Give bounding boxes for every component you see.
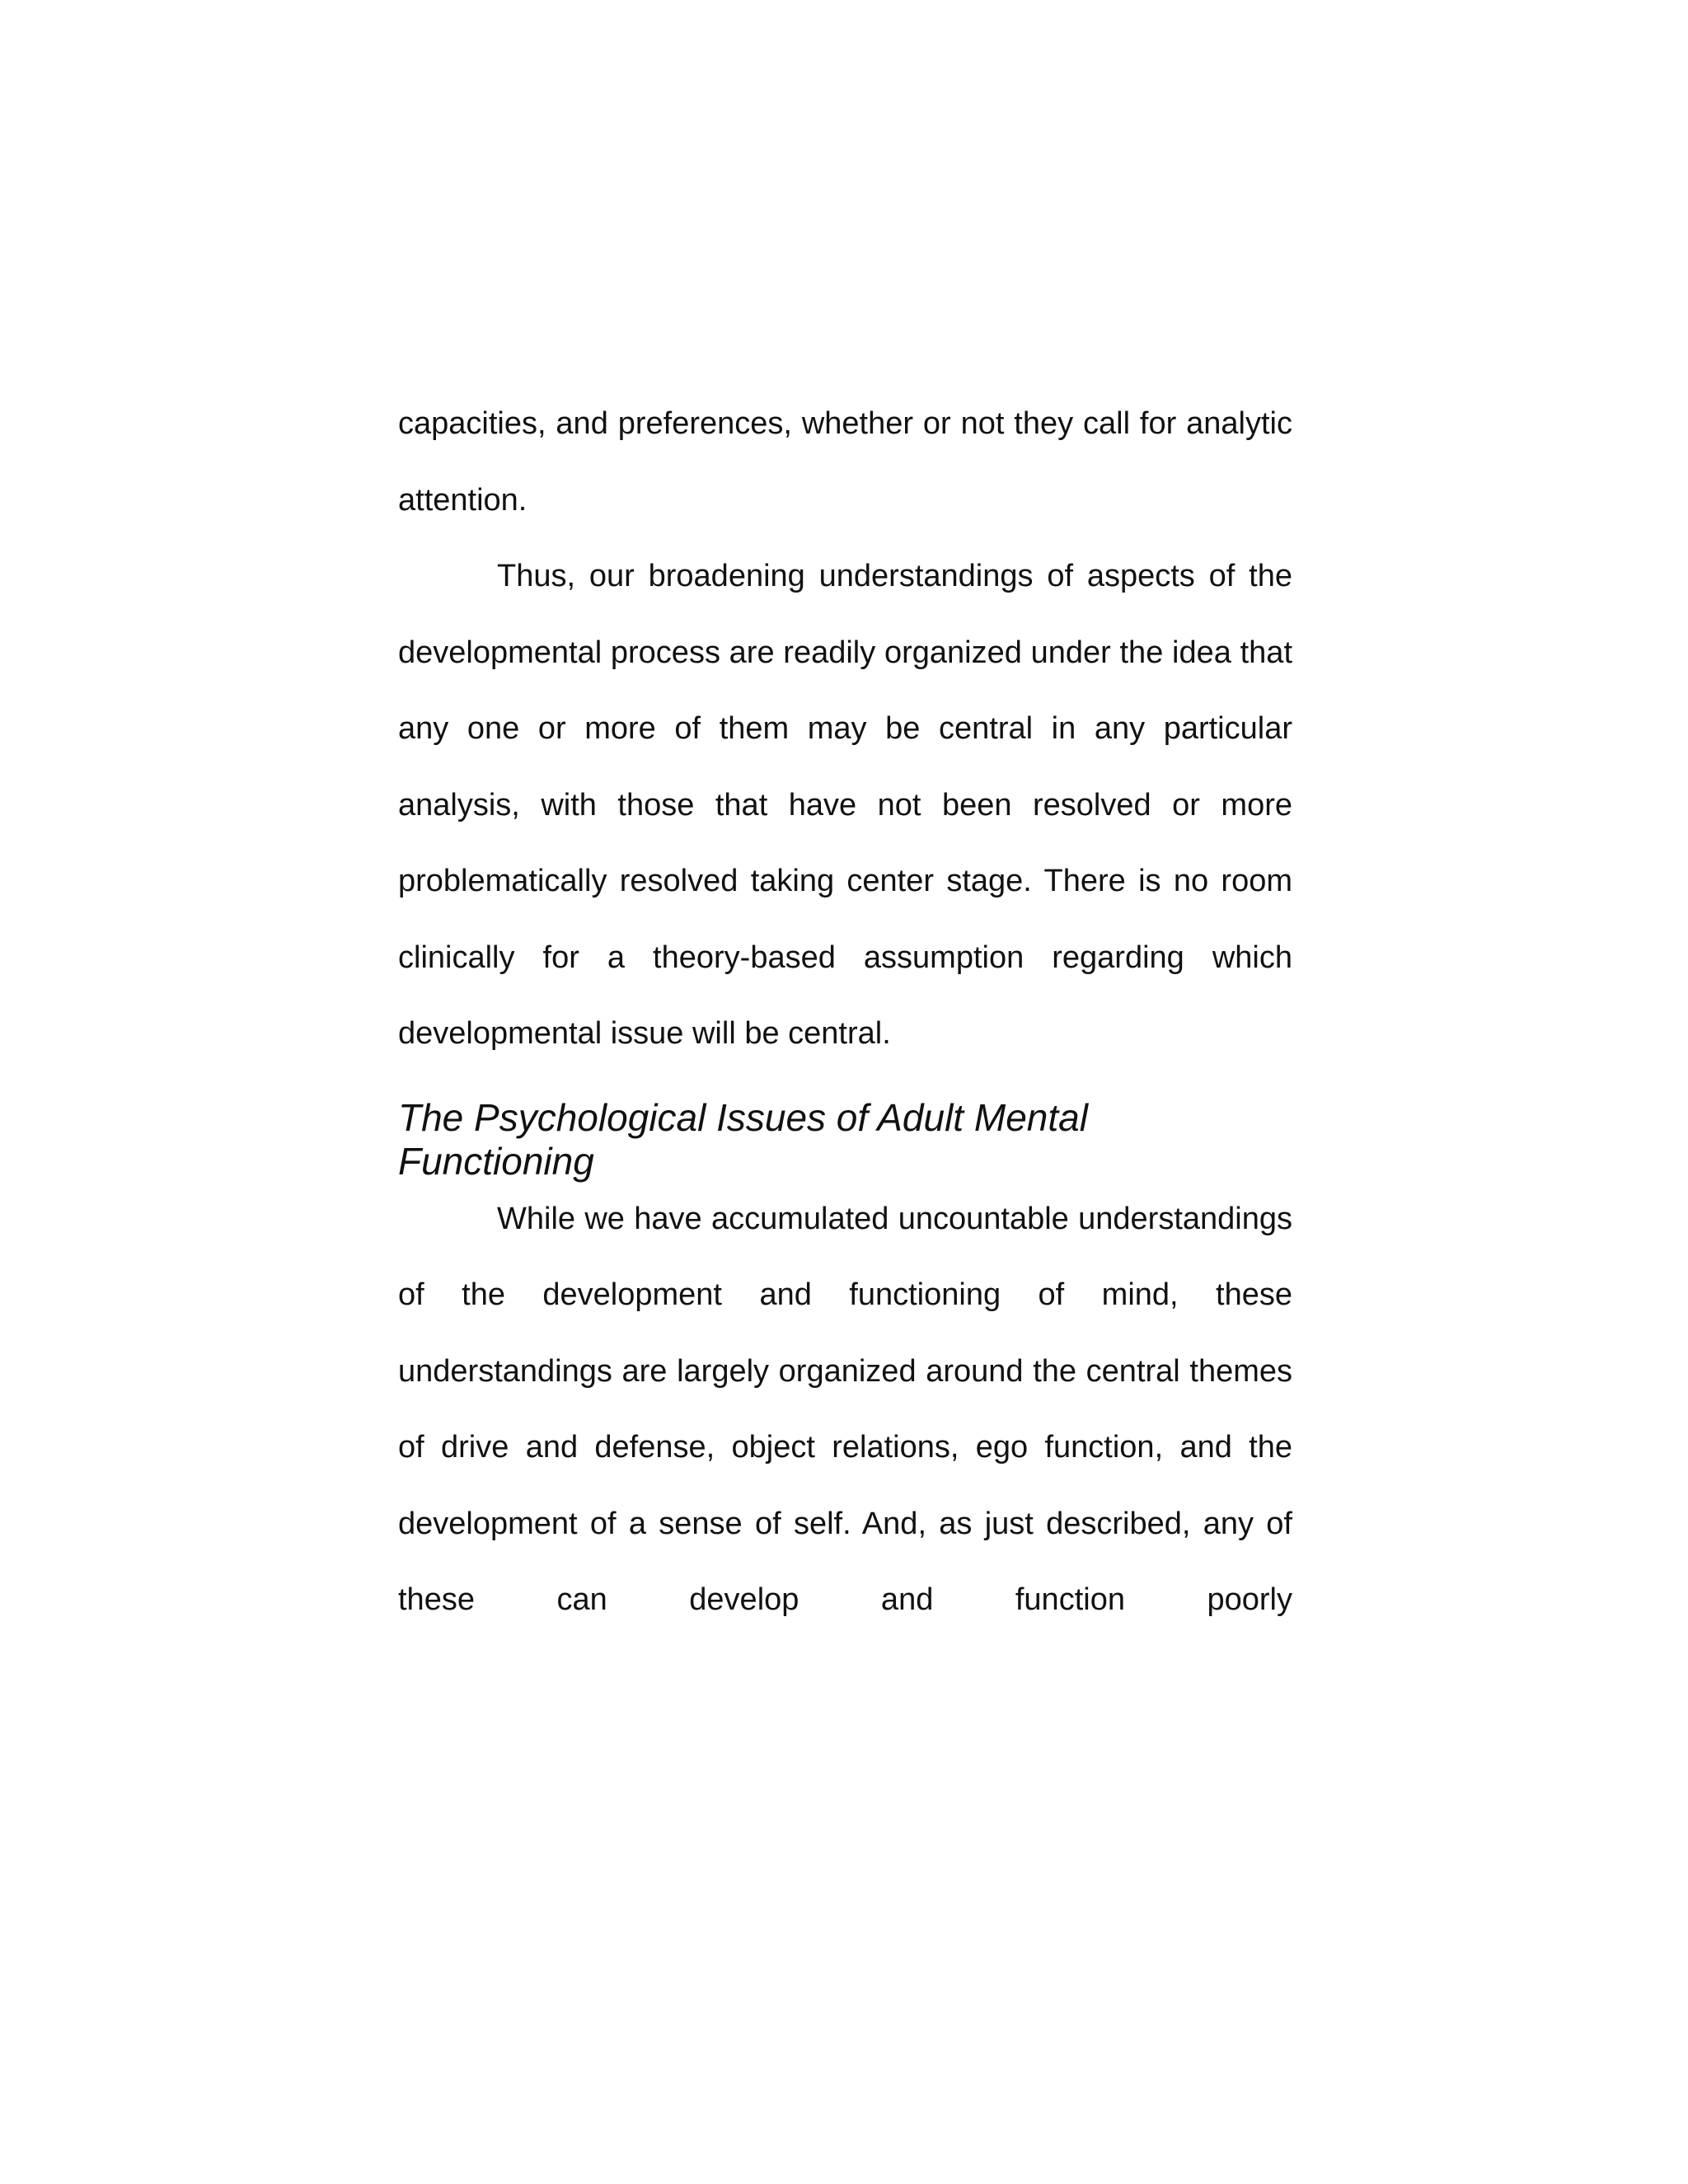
paragraph-continuation: capacities, and preferences, whether or not they call for analytic attention.: [398, 406, 1292, 518]
paragraph-developmental-process: Thus, our broadening understandings of aspects of the developmental process are readily organized under the idea that any one or more of them may be central in any particular analysis, with those that have not been resolved or more problematically resolved taking center stage. There is no room clinically for a theory-based assumption regarding which developmental issue will be central.: [398, 559, 1292, 1051]
paragraph-adult-mental-functioning: While we have accumulated uncountable understandings of the development and functioning of mind, these understandings are largely organized around the central themes of drive and defense, object relations, ego function, and the development of a sense of self. And, as just described, any of these can develop and function poorly: [398, 1201, 1292, 1617]
text-column: [398, 386, 1292, 1638]
section-heading: The Psychological Issues of Adult Mental Functioning: [398, 1095, 1088, 1183]
